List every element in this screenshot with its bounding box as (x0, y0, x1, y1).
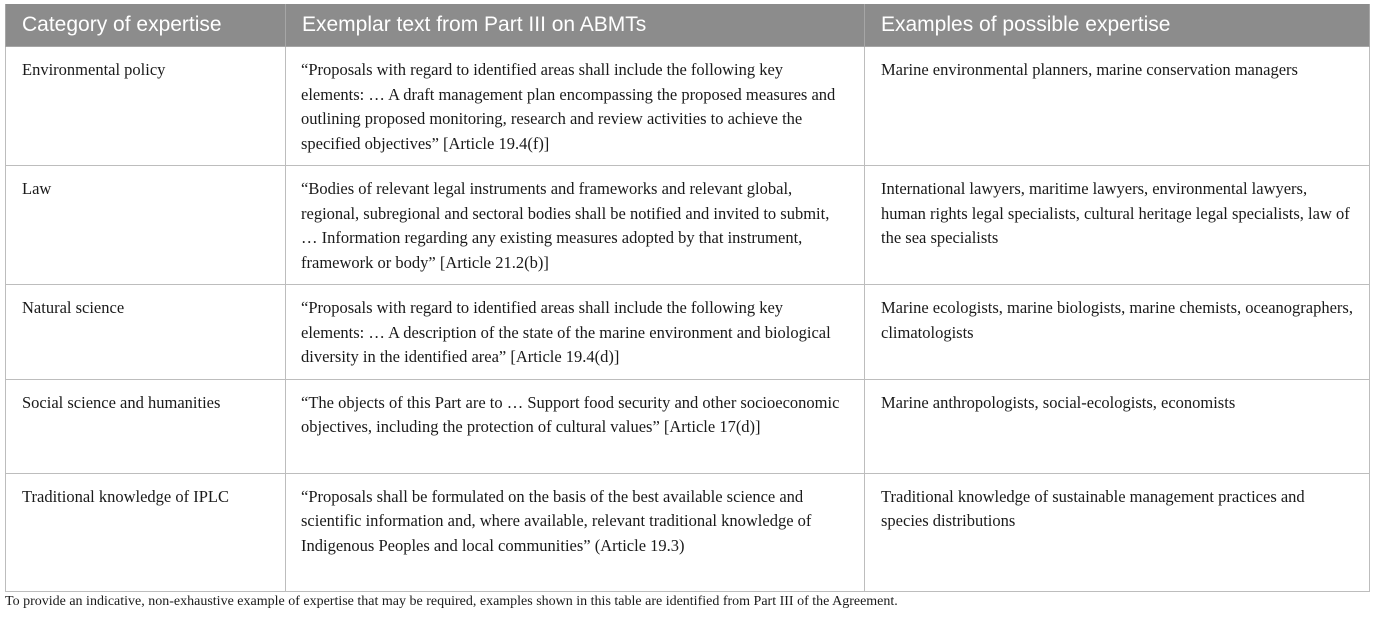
cell-category: Traditional knowledge of IPLC (6, 473, 286, 591)
table-row (6, 166, 1370, 285)
table-row (6, 473, 1370, 591)
cell-expertise: International lawyers, maritime lawyers, environmental lawyers, human rights legal specialists, cultural heritage legal specialists, law of the sea specialists (865, 166, 1370, 285)
cell-exemplar: “Proposals shall be formulated on the basis of the best available science and scientific information and, where available, relevant traditional knowledge of Indigenous Peoples and local communities” (Article 19.3) (286, 473, 865, 591)
header-expertise: Examples of possible expertise (865, 4, 1370, 47)
cell-category: Environmental policy (6, 47, 286, 166)
cell-expertise: Traditional knowledge of sustainable management practices and species distributions (865, 473, 1370, 591)
table-row (6, 285, 1370, 380)
cell-category: Social science and humanities (6, 379, 286, 473)
cell-exemplar: “The objects of this Part are to … Support food security and other socioeconomic objectives, including the protection of cultural values” [Article 17(d)] (286, 379, 865, 473)
header-category: Category of expertise (6, 4, 286, 47)
table-row (6, 379, 1370, 473)
header-row (6, 4, 1370, 47)
table-row (6, 47, 1370, 166)
cell-category: Natural science (6, 285, 286, 380)
table-header (6, 4, 1370, 47)
table-footnote: To provide an indicative, non-exhaustive example of expertise that may be required, examples shown in this table are identified from Part III of the Agreement. (5, 594, 898, 609)
cell-exemplar: “Bodies of relevant legal instruments and frameworks and relevant global, regional, subregional and sectoral bodies shall be notified and invited to submit, … Information regarding any existing measures adopted by that instrument, framework or body” [Article 21.2(b)] (286, 166, 865, 285)
header-exemplar: Exemplar text from Part III on ABMTs (286, 4, 865, 47)
cell-category: Law (6, 166, 286, 285)
table-body (6, 47, 1370, 592)
expertise-table (5, 4, 1370, 592)
expertise-table-container (5, 4, 1369, 592)
cell-expertise: Marine ecologists, marine biologists, marine chemists, oceanographers, climatologists (865, 285, 1370, 380)
cell-expertise: Marine anthropologists, social-ecologists, economists (865, 379, 1370, 473)
cell-exemplar: “Proposals with regard to identified areas shall include the following key elements: … A description of the state of the marine environment and biological diversity in the identified area” [Article 19.4(d)] (286, 285, 865, 380)
cell-exemplar: “Proposals with regard to identified areas shall include the following key elements: … A draft management plan encompassing the proposed measures and outlining proposed monitoring, research and review activities to achieve the specified objectives” [Article 19.4(f)] (286, 47, 865, 166)
cell-expertise: Marine environmental planners, marine conservation managers (865, 47, 1370, 166)
